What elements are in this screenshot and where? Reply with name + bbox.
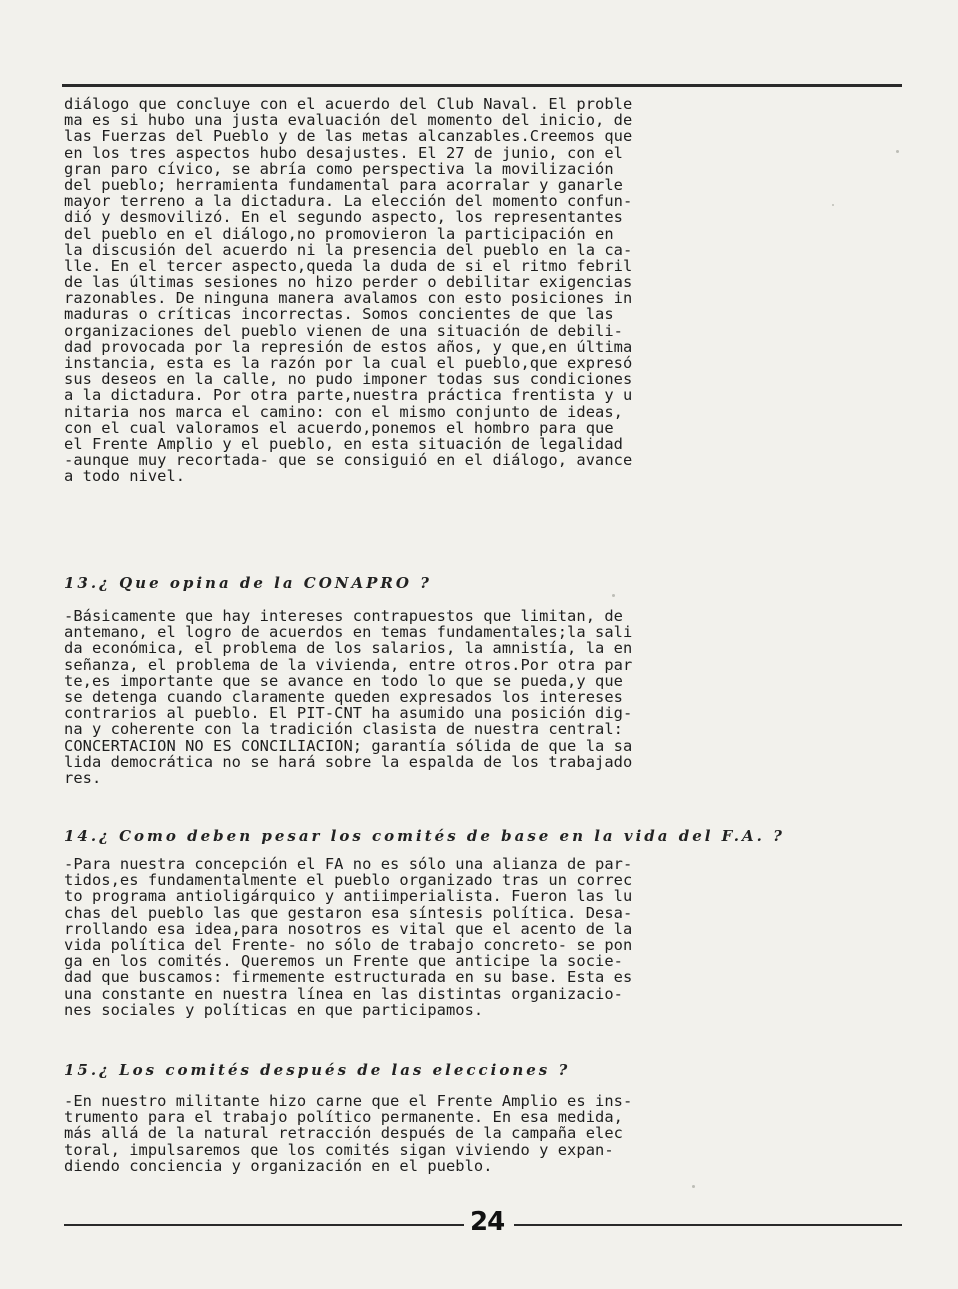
text-line: -aunque muy recortada- que se consiguió en el diálogo, avance [64, 451, 633, 470]
text-line: na y coherente con la tradición clasista de nuestra central: [64, 720, 623, 739]
text-line: lida democrática no se hará sobre la espalda de los trabajado [64, 752, 633, 771]
text-line: instancia, esta es la razón por la cual el pueblo,que expresó [64, 354, 633, 372]
text-line: nitaria nos marca el camino: con el mismo conjunto de ideas, [64, 402, 623, 421]
paper-speck [896, 150, 899, 153]
text-line: vida política del Frente- no sólo de trabajo concreto- se pon [64, 935, 633, 954]
text-line: con el cual valoramos el acuerdo,ponemos el hombro para que [64, 418, 614, 437]
text-line: a la dictadura. Por otra parte,nuestra práctica frentista y u [64, 386, 633, 405]
text-line: del pueblo en el diálogo,no promovieron la participación en [64, 224, 614, 243]
footer-rule-left [64, 1224, 464, 1226]
paragraph-elecciones [64, 1093, 906, 1174]
question-13: 13.¿ Que opina de la CONAPRO ? [64, 574, 432, 592]
text-line: sus deseos en la calle, no pudo imponer todas sus condiciones [64, 370, 633, 389]
text-line: maduras o críticas incorrectas. Somos concientes de que las [64, 305, 614, 324]
paper-speck [692, 1185, 695, 1188]
paper-speck [612, 594, 615, 597]
text-line: -Para nuestra concepción el FA no es sólo una alianza de par- [64, 855, 633, 873]
text-line: -En nuestro militante hizo carne que el Frente Amplio es ins- [64, 1092, 633, 1110]
text-line: to programa antioligárquico y antiimperialista. Fueron las lu [64, 887, 633, 906]
text-line: del pueblo; herramienta fundamental para acorralar y ganarle [64, 175, 623, 194]
paragraph-comites [64, 856, 906, 1018]
text-line: de las últimas sesiones no hizo perder o debilitar exigencias [64, 273, 633, 292]
text-line: razonables. De ninguna manera avalamos con esto posiciones in [64, 289, 633, 308]
text-line: tidos,es fundamentalmente el pueblo organizado tras un correc [64, 871, 633, 890]
text-line: nes sociales y políticas en que participamos. [64, 1000, 484, 1019]
text-line: en los tres aspectos hubo desajustes. El 27 de junio, con el [64, 143, 623, 162]
paragraph-conapro [64, 608, 906, 786]
text-line: lle. En el tercer aspecto,queda la duda de si el ritmo febril [64, 256, 633, 275]
text-line: a todo nivel. [64, 467, 186, 486]
text-line: las Fuerzas del Pueblo y de las metas alcanzables.Creemos que [64, 127, 633, 146]
question-14: 14.¿ Como deben pesar los comités de base en la vida del F.A. ? [64, 827, 785, 845]
text-line: señanza, el problema de la vivienda, entre otros.Por otra par [64, 655, 633, 674]
text-line: CONCERTACION NO ES CONCILIACION; garantía sólida de que la sa [64, 736, 633, 755]
text-line: -Básicamente que hay intereses contrapuestos que limitan, de [64, 607, 623, 625]
text-line: gran paro cívico, se abría como perspectiva la movilización [64, 159, 614, 178]
text-line: dad que buscamos: firmemente estructurada en su base. Esta es [64, 968, 633, 987]
text-line: una constante en nuestra línea en las distintas organizacio- [64, 984, 623, 1003]
text-line: diálogo que concluye con el acuerdo del Club Naval. El proble [64, 95, 633, 113]
text-line: organizaciones del pueblo vienen de una situación de debili- [64, 321, 623, 340]
paragraph-dialogo [64, 96, 906, 485]
text-line: contrarios al pueblo. El PIT-CNT ha asumido una posición dig- [64, 704, 633, 723]
text-line: ga en los comités. Queremos un Frente que anticipe la socie- [64, 952, 623, 971]
text-line: chas del pueblo las que gestaron esa síntesis política. Desa- [64, 903, 633, 922]
paper-speck [832, 204, 834, 206]
text-line: ma es si hubo una justa evaluación del momento del inicio, de [64, 111, 633, 130]
text-line: te,es importante que se avance en todo lo que se pueda,y que [64, 671, 623, 690]
footer-rule-right [514, 1224, 902, 1226]
text-line: mayor terreno a la dictadura. La elección del momento confun- [64, 192, 633, 211]
text-line: más allá de la natural retracción después de la campaña elec [64, 1124, 623, 1143]
text-line: rrollando esa idea,para nosotros es vital que el acento de la [64, 919, 633, 938]
page-number: 24 [470, 1207, 505, 1237]
text-line: el Frente Amplio y el pueblo, en esta situación de legalidad [64, 434, 623, 453]
text-line: diendo conciencia y organización en el pueblo. [64, 1156, 493, 1175]
text-line: la discusión del acuerdo ni la presencia del pueblo en la ca- [64, 240, 633, 259]
text-line: trumento para el trabajo político permanente. En esa medida, [64, 1108, 623, 1127]
top-rule [62, 84, 902, 87]
text-line: res. [64, 768, 102, 787]
text-line: da económica, el problema de los salarios, la amnistía, la en [64, 639, 633, 658]
text-line: se detenga cuando claramente queden expresados los intereses [64, 687, 623, 706]
text-line: antemano, el logro de acuerdos en temas fundamentales;la sali [64, 623, 633, 642]
text-line: dió y desmovilizó. En el segundo aspecto, los representantes [64, 208, 623, 227]
text-line: dad provocada por la represión de estos años, y que,en última [64, 337, 633, 356]
text-line: toral, impulsaremos que los comités sigan viviendo y expan- [64, 1140, 614, 1159]
question-15: 15.¿ Los comités después de las elecciones ? [64, 1061, 571, 1079]
